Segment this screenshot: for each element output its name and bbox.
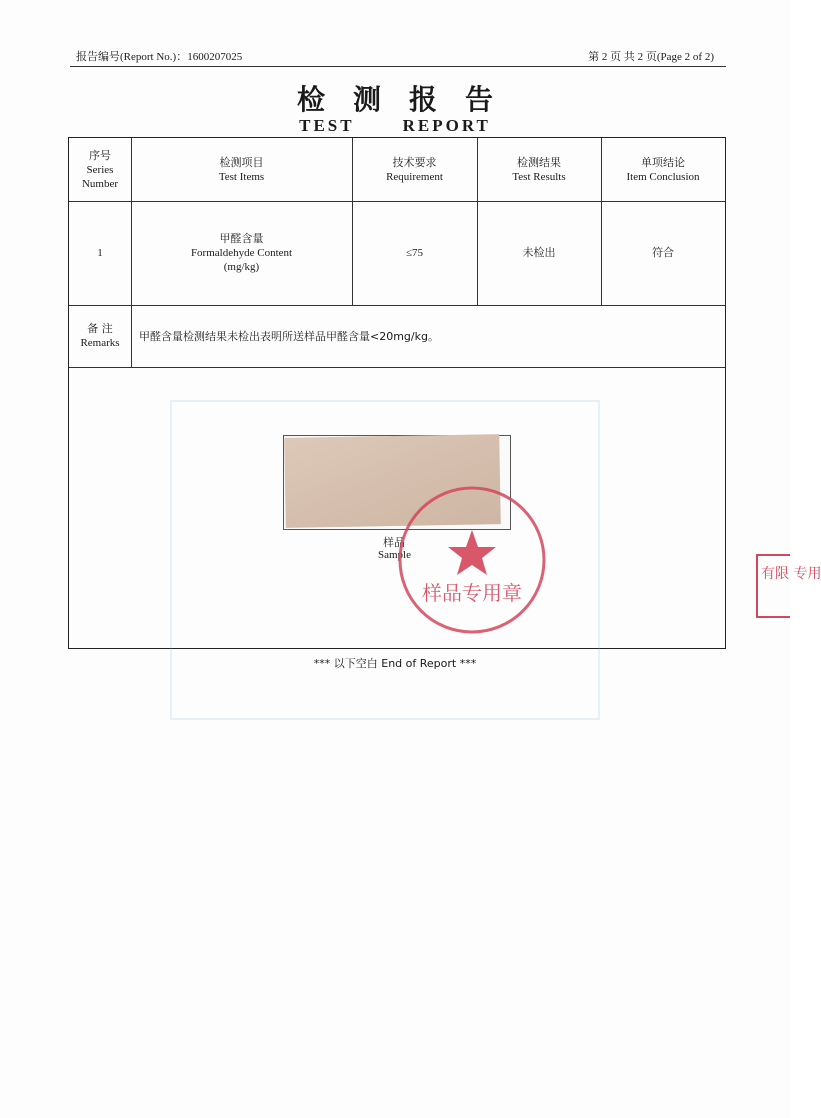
- sample-label-en: Sample: [378, 549, 411, 561]
- title-en-left: TEST: [299, 116, 355, 135]
- header-divider: [70, 66, 726, 67]
- seal-star-icon: [448, 530, 496, 575]
- row-item-cn: 甲醛含量: [219, 232, 264, 245]
- row-series: 1: [97, 247, 103, 259]
- remarks-label: [69, 305, 131, 367]
- table-divider: [69, 305, 725, 306]
- table-divider: [131, 305, 132, 367]
- header-item-conclusion-cn: 单项结论: [641, 155, 685, 169]
- row-item-en: Formaldehyde Content: [190, 247, 293, 259]
- remarks-label-en: Remarks: [80, 337, 120, 349]
- header-series: [69, 138, 131, 201]
- report-title-cn: 检测报告: [296, 83, 521, 116]
- row-item-unit: (mg/kg): [223, 261, 260, 273]
- header-requirement-cn: 技术要求: [392, 155, 437, 169]
- side-seal-fragment: 有限 专用: [756, 554, 790, 618]
- end-of-report: *** 以下空白 End of Report ***: [313, 657, 477, 670]
- title-en-right: REPORT: [402, 116, 491, 135]
- report-number: 报告编号(Report No.)：1600207025: [76, 51, 243, 63]
- sample-label-cn: 样品: [383, 536, 405, 549]
- row-test-item: [131, 201, 352, 305]
- remarks-label-cn: 备 注: [87, 322, 113, 335]
- row-conclusion: 符合: [652, 247, 674, 259]
- page-number: 第 2 页 共 2 页(Page 2 of 2): [588, 51, 714, 63]
- header-item-conclusion-en: Item Conclusion: [626, 170, 700, 183]
- row-requirement: ≤75: [405, 247, 424, 259]
- header-test-results: [477, 138, 601, 201]
- row-result: 未检出: [522, 247, 556, 259]
- header-test-items-en: Test Items: [218, 170, 265, 183]
- header-item-conclusion: [601, 138, 725, 201]
- header-test-results-cn: 检测结果: [517, 155, 561, 169]
- remarks-text: 甲醛含量检测结果未检出表明所送样品甲醛含量<20mg/kg。: [139, 330, 439, 343]
- header-requirement-en: Requirement: [386, 170, 443, 183]
- table-divider: [69, 367, 725, 368]
- header-requirement: [352, 138, 477, 201]
- header-test-items-cn: 检测项目: [219, 155, 264, 169]
- header-test-items: [131, 138, 352, 201]
- report-title-en: [0, 116, 790, 136]
- seal-text: 样品专用章: [422, 581, 522, 605]
- header-series-en: Series Number: [81, 163, 119, 190]
- header-test-results-en: Test Results: [512, 170, 566, 183]
- sample-seal: [396, 484, 548, 636]
- header-series-cn: 序号: [89, 148, 111, 162]
